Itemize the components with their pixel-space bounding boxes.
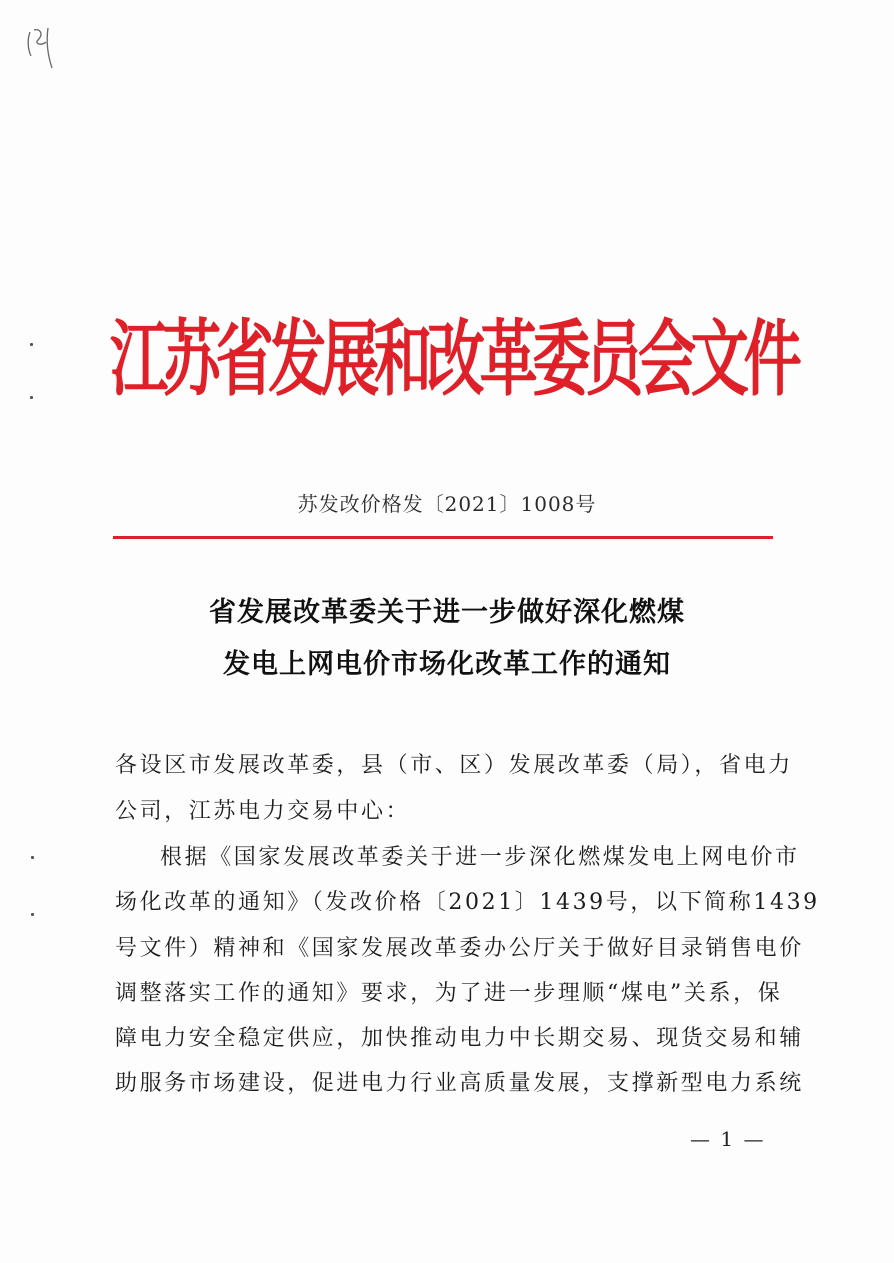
- body-line: 调整落实工作的通知》要求，为了进一步理顺“煤电”关系，保: [115, 981, 783, 1006]
- handwritten-mark: [22, 22, 62, 72]
- body-line: 助服务市场建设，促进电力行业高质量发展，支撑新型电力系统: [115, 1071, 804, 1096]
- notice-title-line-1: 省发展改革委关于进一步做好深化燃煤: [209, 597, 685, 628]
- body-line: 公司，江苏电力交易中心：: [115, 799, 411, 824]
- body-line: 障电力安全稳定供应，加快推动电力中长期交易、现货交易和辅: [115, 1026, 804, 1051]
- body-line: 各设区市发展改革委，县（市、区）发展改革委（局），省电力: [115, 753, 793, 778]
- scan-speck: [30, 396, 33, 399]
- page-number: — 1 —: [690, 1127, 766, 1151]
- scan-speck: [30, 343, 33, 346]
- scan-speck: [31, 856, 34, 859]
- notice-title-line-2: 发电上网电价市场化改革工作的通知: [223, 649, 671, 680]
- body-line: 号文件）精神和《国家发展改革委办公厅关于做好目录销售电价: [115, 936, 804, 961]
- scan-speck: [31, 913, 34, 916]
- body-line: 场化改革的通知》（发改价格〔2021〕1439号，以下简称1439: [115, 890, 820, 915]
- body-line: 根据《国家发展改革委关于进一步深化燃煤发电上网电价市: [160, 845, 800, 870]
- red-divider: [113, 536, 773, 539]
- issuing-authority-header: 江苏省发展和改革委员会文件: [110, 310, 797, 408]
- document-number: 苏发改价格发〔2021〕1008号: [297, 492, 597, 516]
